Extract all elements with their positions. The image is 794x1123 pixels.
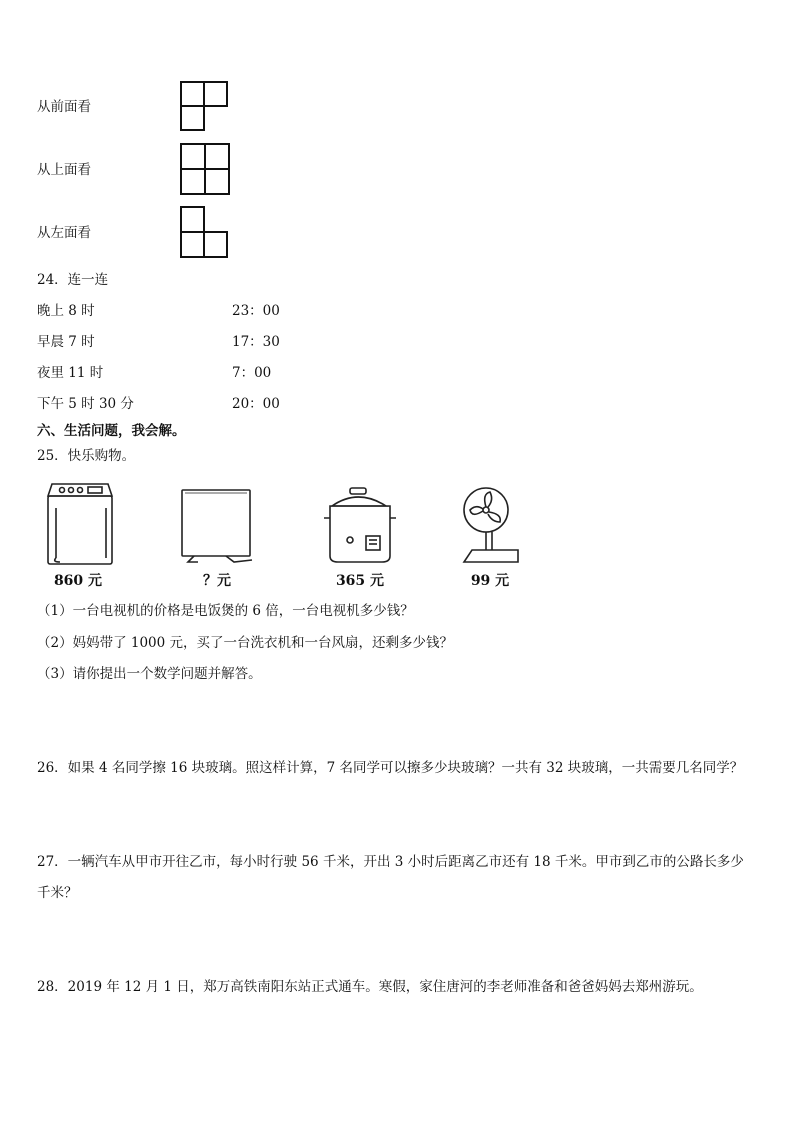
q24-right-item: 20：00 xyxy=(232,396,280,412)
television-icon xyxy=(176,486,256,566)
q24-right-item: 17：30 xyxy=(232,334,280,350)
top-view-label: 从上面看 xyxy=(37,162,91,178)
electric-fan-price: 99 元 xyxy=(470,573,510,589)
q28-text: 28．2019 年 12 月 1 日，郑万高铁南阳东站正式通车。寒假，家住唐河的李老师准备和爸爸妈妈去郑州游玩。 xyxy=(37,979,703,995)
q24-left-item: 早晨 7 时 xyxy=(37,334,95,350)
q25-sub-1: （1）一台电视机的价格是电饭煲的 6 倍，一台电视机多少钱？ xyxy=(37,603,414,619)
front-view-label: 从前面看 xyxy=(37,99,91,115)
section-6-title: 六、生活问题，我会解。 xyxy=(37,423,186,439)
q27-line-2: 千米？ xyxy=(37,885,78,901)
left-view-figure xyxy=(179,205,231,261)
washing-machine-icon xyxy=(42,478,116,568)
q24-left-item: 下午 5 时 30 分 xyxy=(37,396,134,412)
q24-right-item: 7：00 xyxy=(232,365,272,381)
television-price: ？元 xyxy=(203,573,231,589)
left-view-label: 从左面看 xyxy=(37,225,91,241)
rice-cooker-price: 365 元 xyxy=(335,573,385,589)
top-view-figure xyxy=(179,142,233,198)
electric-fan-icon xyxy=(460,484,524,568)
q24-right-item: 23：00 xyxy=(232,303,280,319)
q24-left-item: 夜里 11 时 xyxy=(37,365,104,381)
q24-title: 24．连一连 xyxy=(37,272,109,288)
front-view-figure xyxy=(179,80,231,134)
washing-machine-price: 860 元 xyxy=(53,573,103,589)
q24-left-item: 晚上 8 时 xyxy=(37,303,95,319)
rice-cooker-icon xyxy=(320,484,400,568)
q26-text: 26．如果 4 名同学擦 16 块玻璃。照这样计算，7 名同学可以擦多少块玻璃？一共有 32 块玻璃，一共需要几名同学？ xyxy=(37,760,744,776)
q25-title: 25．快乐购物。 xyxy=(37,448,136,464)
q25-sub-3: （3）请你提出一个数学问题并解答。 xyxy=(37,666,262,682)
q27-line-1: 27．一辆汽车从甲市开往乙市，每小时行驶 56 千米，开出 3 小时后距离乙市还有 18 千米。甲市到乙市的公路长多少 xyxy=(37,854,744,870)
q25-sub-2: （2）妈妈带了 1000 元，买了一台洗衣机和一台风扇，还剩多少钱？ xyxy=(37,635,454,651)
